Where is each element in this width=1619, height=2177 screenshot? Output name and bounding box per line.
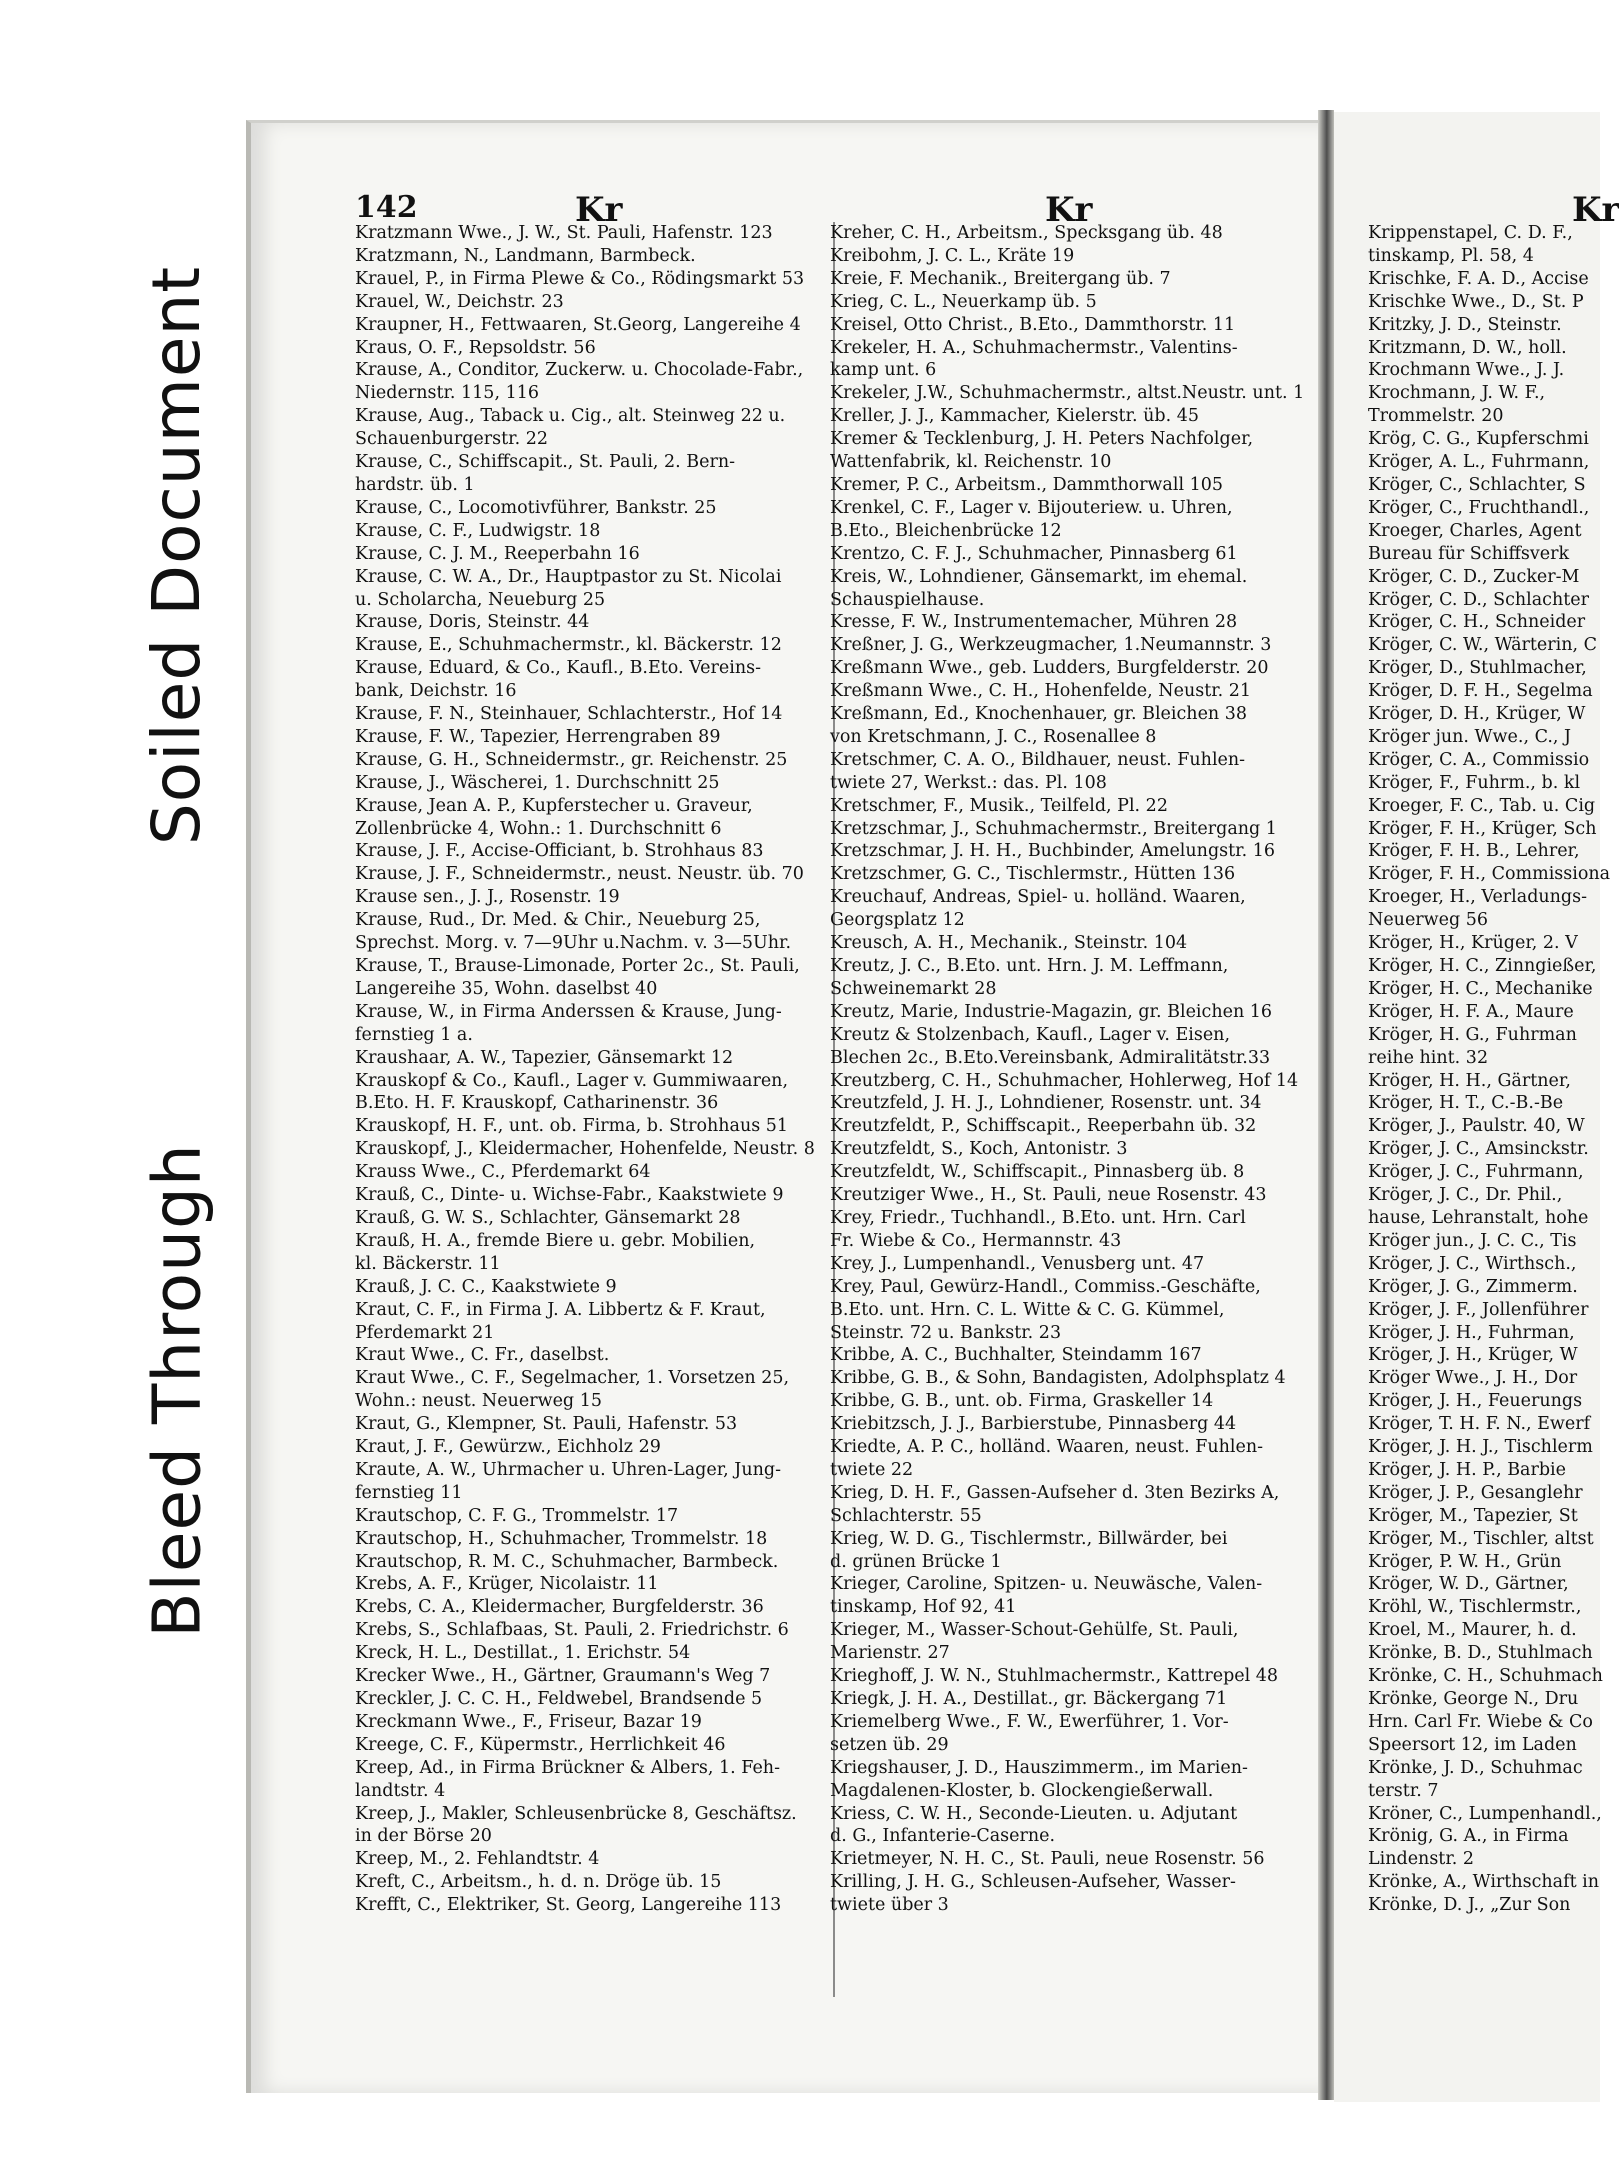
directory-entry-line: Krauskopf & Co., Kaufl., Lager v. Gummiwaaren,	[355, 1070, 789, 1091]
directory-entry-line: Krauß, J. C. C., Kaakstwiete 9	[355, 1276, 617, 1297]
directory-entry-line: Sprechst. Morg. v. 7—9Uhr u.Nachm. v. 3—5Uhr.	[355, 933, 792, 954]
directory-entry-line: Krey, Friedr., Tuchhandl., B.Eto. unt. Hrn. Carl	[830, 1207, 1246, 1228]
directory-entry-line: Kröger, H. C., Mechanike	[1368, 978, 1593, 999]
directory-entry-line: Kretzschmer, G. C., Tischlermstr., Hütten 136	[830, 864, 1236, 885]
directory-entry-line: Kröger, J. C., Fuhrmann,	[1368, 1162, 1584, 1183]
directory-entry-line: Kreege, C. F., Küpermstr., Herrlichkeit 46	[355, 1734, 726, 1755]
bleed-through-label	[122, 1095, 232, 1685]
directory-entry-line: Niedernstr. 115, 116	[355, 383, 539, 404]
directory-entry-line: Krenkel, C. F., Lager v. Bijouteriew. u. Uhren,	[830, 497, 1233, 518]
directory-entry-line: Kreckler, J. C. C. H., Feldwebel, Brandsende 5	[355, 1689, 763, 1709]
directory-entry-line: Kröger, H. F. A., Maure	[1368, 1001, 1574, 1022]
directory-entry-line: Kreutzfeldt, P., Schiffscapit., Reeperbahn üb. 32	[830, 1116, 1257, 1137]
directory-entry-line: Kreutz, Marie, Industrie-Magazin, gr. Bleichen 16	[830, 1001, 1273, 1022]
directory-entry-line: Krautschop, R. M. C., Schuhmacher, Barmbeck.	[355, 1551, 779, 1572]
directory-entry-line: Krischke, F. A. D., Accise	[1368, 268, 1589, 289]
directory-entry-line: fernstieg 1 a.	[355, 1024, 473, 1045]
directory-entry-line: Kröger, F. H., Commissiona	[1368, 864, 1611, 885]
directory-entry-line: Kretschmer, F., Musik., Teilfeld, Pl. 22	[830, 795, 1168, 816]
directory-entry-line: Trommelstr. 20	[1368, 406, 1504, 427]
directory-entry-line: Krilling, J. H. G., Schleusen-Aufseher, Wasser-	[830, 1872, 1236, 1893]
directory-entry-line: Krauel, P., in Firma Plewe & Co., Rödingsmarkt 53	[355, 268, 805, 289]
directory-entry-line: twiete über 3	[830, 1895, 949, 1916]
directory-entry-line: tinskamp, Hof 92, 41	[830, 1597, 1017, 1618]
directory-entry-line: Kreie, F. Mechanik., Breitergang üb. 7	[830, 268, 1171, 289]
directory-entry-line: Krauß, H. A., fremde Biere u. gebr. Mobilien,	[355, 1230, 756, 1251]
directory-entry-line: tinskamp, Pl. 58, 4	[1368, 245, 1534, 266]
soiled-document-text: Soiled Document	[138, 265, 216, 845]
directory-entry-line: Krause, E., Schuhmachermstr., kl. Bäckerstr. 12	[355, 635, 782, 656]
directory-entry-line: Kraut, J. F., Gewürzw., Eichholz 29	[355, 1437, 661, 1458]
directory-entry-line: Kreutzberg, C. H., Schuhmacher, Hohlerweg, Hof 14	[830, 1070, 1299, 1091]
directory-entry-line: Kröger, H. T., C.-B.-Be	[1368, 1093, 1564, 1114]
directory-entry-line: Krause, G. H., Schneidermstr., gr. Reichenstr. 25	[355, 749, 788, 770]
directory-entry-line: Marienstr. 27	[830, 1643, 950, 1664]
directory-entry-line: Schauenburgerstr. 22	[355, 429, 549, 450]
running-head-center: Kr	[1045, 190, 1093, 230]
directory-entry-line: Kröger, D., Stuhlmacher,	[1368, 658, 1587, 679]
directory-entry-line: Kroel, M., Maurer, h. d.	[1368, 1620, 1577, 1641]
directory-entry-line: Kreutziger Wwe., H., St. Pauli, neue Rosenstr. 43	[830, 1185, 1267, 1206]
directory-entry-line: Kriegk, J. H. A., Destillat., gr. Bäckergang 71	[830, 1689, 1228, 1709]
directory-entry-line: Kröger, J. C., Amsinckstr.	[1368, 1139, 1589, 1160]
directory-entry-line: Krippenstapel, C. D. F.,	[1368, 223, 1573, 243]
directory-entry-line: Krautschop, H., Schuhmacher, Trommelstr. 18	[355, 1528, 768, 1549]
directory-column-middle	[830, 222, 1312, 1917]
directory-entry-line: Pferdemarkt 21	[355, 1322, 495, 1343]
directory-entry-line: Kröger Wwe., J. H., Dor	[1368, 1368, 1578, 1389]
directory-entry-line: Kröger, M., Tapezier, St	[1368, 1505, 1578, 1526]
directory-column-facing	[1368, 222, 1611, 1917]
directory-entry-line: Kretzschmar, J., Schuhmachermstr., Breitergang 1	[830, 818, 1277, 839]
directory-entry-line: Kröger, J. C., Dr. Phil.,	[1368, 1185, 1563, 1206]
directory-entry-line: twiete 27, Werkst.: das. Pl. 108	[830, 772, 1107, 793]
directory-entry-line: Kremer, P. C., Arbeitsm., Dammthorwall 105	[830, 474, 1224, 495]
directory-entry-line: Kreßmann Wwe., geb. Ludders, Burgfelderstr. 20	[830, 658, 1269, 679]
directory-entry-line: Kreutz, J. C., B.Eto. unt. Hrn. J. M. Leffmann,	[830, 956, 1229, 976]
directory-entry-line: Steinstr. 72 u. Bankstr. 23	[830, 1322, 1062, 1343]
directory-entry-line: Krönke, C. H., Schuhmach	[1368, 1666, 1603, 1687]
directory-entry-line: Kröger, F. H., Krüger, Sch	[1368, 818, 1597, 839]
directory-entry-line: hause, Lehranstalt, hohe	[1368, 1207, 1589, 1228]
directory-entry-line: Kröger, C., Fruchthandl.,	[1368, 497, 1590, 518]
directory-entry-line: Kraut, G., Klempner, St. Pauli, Hafenstr. 53	[355, 1414, 738, 1435]
directory-entry-line: Kröner, C., Lumpenhandl.,	[1368, 1803, 1602, 1824]
directory-entry-line: Speersort 12, im Laden	[1368, 1734, 1577, 1755]
directory-entry-line: Kröger jun. Wwe., C., J	[1368, 726, 1572, 747]
directory-entry-line: Krischke Wwe., D., St. P	[1368, 291, 1584, 312]
directory-entry-line: Krönke, B. D., Stuhlmach	[1368, 1643, 1593, 1664]
directory-entry-line: von Kretschmann, J. C., Rosenallee 8	[830, 726, 1157, 747]
directory-entry-line: Krause, J. F., Schneidermstr., neust. Neustr. üb. 70	[355, 864, 804, 885]
running-head-facing: Kr	[1572, 190, 1619, 230]
directory-entry-line: Wattenfabrik, kl. Reichenstr. 10	[830, 452, 1112, 473]
directory-entry-line: Krentzo, C. F. J., Schuhmacher, Pinnasberg 61	[830, 543, 1238, 564]
directory-entry-line: Krause, C. J. M., Reeperbahn 16	[355, 543, 640, 564]
directory-entry-line: Krauskopf, H. F., unt. ob. Firma, b. Strohhaus 51	[355, 1116, 789, 1137]
directory-entry-line: Kröger, J. C., Wirthsch.,	[1368, 1253, 1577, 1274]
directory-entry-line: Kreutzfeldt, S., Koch, Antonistr. 3	[830, 1139, 1128, 1160]
directory-entry-line: Kröhl, W., Tischlermstr.,	[1368, 1597, 1582, 1618]
running-head-left: Kr	[575, 190, 623, 230]
directory-entry-line: Krieg, W. D. G., Tischlermstr., Billwärder, bei	[830, 1528, 1228, 1549]
directory-entry-line: Kreuchauf, Andreas, Spiel- u. holländ. Waaren,	[830, 887, 1246, 908]
directory-entry-line: Kreutz & Stolzenbach, Kaufl., Lager v. Eisen,	[830, 1024, 1231, 1045]
directory-entry-line: Krekeler, J.W., Schuhmachermstr., altst.Neustr. unt. 1	[830, 383, 1305, 404]
directory-entry-line: Kröger, W. D., Gärtner,	[1368, 1574, 1569, 1595]
directory-entry-line: Kritzmann, D. W., holl.	[1368, 337, 1567, 358]
directory-entry-line: kl. Bäckerstr. 11	[355, 1253, 501, 1274]
directory-entry-line: Kraupner, H., Fettwaaren, St.Georg, Langereihe 4	[355, 314, 801, 335]
directory-entry-line: Kratzmann Wwe., J. W., St. Pauli, Hafenstr. 123	[355, 223, 773, 243]
directory-entry-line: Kraut Wwe., C. F., Segelmacher, 1. Vorsetzen 25,	[355, 1368, 790, 1389]
directory-entry-line: Bureau für Schiffsverk	[1368, 543, 1570, 564]
directory-entry-line: Kröger, J. H. J., Tischlerm	[1368, 1437, 1593, 1458]
soiled-document-label	[122, 255, 232, 855]
directory-entry-line: Langereihe 35, Wohn. daselbst 40	[355, 978, 658, 999]
directory-entry-line: setzen üb. 29	[830, 1734, 949, 1755]
directory-entry-line: Krieger, Caroline, Spitzen- u. Neuwäsche, Valen-	[830, 1574, 1263, 1595]
directory-entry-line: fernstieg 11	[355, 1482, 463, 1503]
directory-entry-line: Krause, A., Conditor, Zuckerw. u. Chocolade-Fabr.,	[355, 360, 804, 381]
directory-entry-line: Kröger, H. C., Zinngießer,	[1368, 956, 1597, 976]
directory-entry-line: u. Scholarcha, Neueburg 25	[355, 589, 606, 610]
directory-entry-line: Krauß, G. W. S., Schlachter, Gänsemarkt 28	[355, 1207, 741, 1228]
directory-entry-line: Kröger, J. H., Feuerungs	[1368, 1391, 1583, 1412]
directory-entry-line: Krause, C., Locomotivführer, Bankstr. 25	[355, 497, 717, 518]
directory-entry-line: hardstr. üb. 1	[355, 474, 475, 495]
directory-entry-line: Krieger, M., Wasser-Schout-Gehülfe, St. Pauli,	[830, 1620, 1239, 1641]
directory-entry-line: Krauß, C., Dinte- u. Wichse-Fabr., Kaakstwiete 9	[355, 1185, 784, 1206]
directory-entry-line: Krefft, C., Elektriker, St. Georg, Langereihe 113	[355, 1895, 782, 1916]
directory-entry-line: Kreis, W., Lohndiener, Gänsemarkt, im ehemal.	[830, 566, 1248, 587]
directory-entry-line: Kretzschmar, J. H. H., Buchbinder, Amelungstr. 16	[830, 841, 1275, 862]
directory-entry-line: Krög, C. G., Kupferschmi	[1368, 429, 1589, 450]
directory-entry-line: Kraushaar, A. W., Tapezier, Gänsemarkt 12	[355, 1047, 734, 1068]
directory-entry-line: Krochmann, J. W. F.,	[1368, 383, 1546, 404]
directory-entry-line: Krauskopf, J., Kleidermacher, Hohenfelde, Neustr. 8	[355, 1139, 815, 1160]
directory-entry-line: Kratzmann, N., Landmann, Barmbeck.	[355, 245, 696, 266]
directory-entry-line: Kröger, H., Krüger, 2. V	[1368, 933, 1578, 954]
directory-entry-line: Kröger, A. L., Fuhrmann,	[1368, 452, 1590, 473]
directory-entry-line: Kraus, O. F., Repsoldstr. 56	[355, 337, 596, 358]
directory-entry-line: Krause, F. W., Tapezier, Herrengraben 89	[355, 726, 721, 747]
directory-entry-line: reihe hint. 32	[1368, 1047, 1489, 1068]
directory-entry-line: Krönke, D. J., „Zur Son	[1368, 1895, 1571, 1916]
directory-entry-line: Kreibohm, J. C. L., Kräte 19	[830, 245, 1075, 266]
directory-entry-line: Wohn.: neust. Neuerweg 15	[355, 1391, 602, 1412]
directory-entry-line: Kroeger, F. C., Tab. u. Cig	[1368, 795, 1596, 816]
directory-entry-line: Kröger, H. H., Gärtner,	[1368, 1070, 1571, 1091]
directory-entry-line: Krause, Jean A. P., Kupferstecher u. Graveur,	[355, 795, 753, 816]
directory-entry-line: Kremer & Tecklenburg, J. H. Peters Nachfolger,	[830, 429, 1254, 450]
directory-entry-line: Kröger, D. H., Krüger, W	[1368, 704, 1586, 725]
directory-entry-line: Kröger, F., Fuhrm., b. kl	[1368, 772, 1581, 793]
directory-entry-line: Kröger, C. D., Schlachter	[1368, 589, 1590, 610]
directory-entry-line: Krönke, George N., Dru	[1368, 1689, 1579, 1709]
directory-entry-line: Krause, Doris, Steinstr. 44	[355, 612, 590, 633]
directory-entry-line: Kreßmann, Ed., Knochenhauer, gr. Bleichen 38	[830, 704, 1248, 725]
directory-entry-line: Krause, T., Brause-Limonade, Porter 2c., St. Pauli,	[355, 956, 800, 976]
directory-entry-line: Kröger, C. H., Schneider	[1368, 612, 1586, 633]
directory-entry-line: Krause sen., J. J., Rosenstr. 19	[355, 887, 620, 908]
directory-entry-line: Krause, C., Schiffscapit., St. Pauli, 2. Bern-	[355, 452, 736, 473]
directory-entry-line: d. G., Infanterie-Caserne.	[830, 1826, 1056, 1847]
directory-entry-line: Kreßmann Wwe., C. H., Hohenfelde, Neustr. 21	[830, 681, 1252, 702]
directory-entry-line: Kröger, F. H. B., Lehrer,	[1368, 841, 1580, 862]
directory-entry-line: Krönig, G. A., in Firma	[1368, 1826, 1569, 1847]
directory-entry-line: Kritzky, J. D., Steinstr.	[1368, 314, 1562, 335]
directory-entry-line: Krauel, W., Deichstr. 23	[355, 291, 564, 312]
book-gutter	[1318, 110, 1334, 2100]
directory-entry-line: in der Börse 20	[355, 1826, 492, 1847]
directory-entry-line: Krause, F. N., Steinhauer, Schlachterstr., Hof 14	[355, 704, 783, 725]
directory-entry-line: Blechen 2c., B.Eto.Vereinsbank, Admiralitätstr.33	[830, 1047, 1271, 1068]
directory-entry-line: Krause, W., in Firma Anderssen & Krause, Jung-	[355, 1001, 782, 1022]
directory-entry-line: Kröger, J. H., Fuhrman,	[1368, 1322, 1575, 1343]
directory-entry-line: Krauss Wwe., C., Pferdemarkt 64	[355, 1162, 651, 1183]
directory-entry-line: Krey, J., Lumpenhandl., Venusberg unt. 47	[830, 1253, 1205, 1274]
directory-entry-line: Kribbe, G. B., & Sohn, Bandagisten, Adolphsplatz 4	[830, 1368, 1286, 1389]
directory-entry-line: Kriess, C. W. H., Seconde-Lieuten. u. Adjutant	[830, 1803, 1238, 1824]
directory-entry-line: Magdalenen-Kloster, b. Glockengießerwall.	[830, 1780, 1214, 1801]
directory-entry-line: Hrn. Carl Fr. Wiebe & Co	[1368, 1711, 1593, 1732]
directory-entry-line: Krebs, A. F., Krüger, Nicolaistr. 11	[355, 1574, 659, 1595]
directory-entry-line: Krause, Eduard, & Co., Kaufl., B.Eto. Vereins-	[355, 658, 762, 679]
directory-entry-line: Krey, Paul, Gewürz-Handl., Commiss.-Geschäfte,	[830, 1276, 1261, 1297]
directory-entry-line: Kriegshauser, J. D., Hauszimmerm., im Marien-	[830, 1757, 1248, 1778]
directory-entry-line: Kroeger, H., Verladungs-	[1368, 887, 1588, 908]
directory-entry-line: Krekeler, H. A., Schuhmachermstr., Valentins-	[830, 337, 1238, 358]
page-number: 142	[355, 190, 418, 225]
directory-entry-line: Krause, Aug., Taback u. Cig., alt. Steinweg 22 u.	[355, 406, 786, 427]
directory-entry-line: Kröger, J. F., Jollenführer	[1368, 1299, 1589, 1320]
directory-entry-line: twiete 22	[830, 1459, 914, 1480]
directory-entry-line: Kreusch, A. H., Mechanik., Steinstr. 104	[830, 933, 1188, 954]
directory-entry-line: Kröger, J. H. P., Barbie	[1368, 1459, 1567, 1480]
directory-entry-line: Krieg, D. H. F., Gassen-Aufseher d. 3ten Bezirks A,	[830, 1482, 1280, 1503]
directory-entry-line: Kraut, C. F., in Firma J. A. Libbertz & F. Kraut,	[355, 1299, 766, 1320]
directory-entry-line: Kröger, D. F. H., Segelma	[1368, 681, 1593, 702]
directory-entry-line: Kröger jun., J. C. C., Tis	[1368, 1230, 1577, 1251]
directory-entry-line: Kröger, C. A., Commissio	[1368, 749, 1590, 770]
directory-entry-line: Kreisel, Otto Christ., B.Eto., Dammthorstr. 11	[830, 314, 1236, 335]
directory-entry-line: Kreep, M., 2. Fehlandtstr. 4	[355, 1849, 600, 1870]
directory-entry-line: Kröger, M., Tischler, altst	[1368, 1528, 1594, 1549]
directory-entry-line: B.Eto., Bleichenbrücke 12	[830, 520, 1062, 541]
bleed-through-text: Bleed Through	[138, 1142, 216, 1638]
directory-entry-line: Kröger, T. H. F. N., Ewerf	[1368, 1414, 1591, 1435]
directory-entry-line: Kreller, J. J., Kammacher, Kielerstr. üb. 45	[830, 406, 1199, 427]
directory-entry-line: Kröger, H. G., Fuhrman	[1368, 1024, 1577, 1045]
directory-entry-line: Krause, Rud., Dr. Med. & Chir., Neueburg 25,	[355, 910, 761, 931]
directory-entry-line: Kröger, P. W. H., Grün	[1368, 1551, 1562, 1572]
directory-entry-line: Krebs, S., Schlafbaas, St. Pauli, 2. Friedrichstr. 6	[355, 1620, 789, 1641]
directory-entry-line: Kreck, H. L., Destillat., 1. Erichstr. 54	[355, 1643, 691, 1664]
directory-entry-line: Schweinemarkt 28	[830, 978, 997, 999]
directory-entry-line: Kröger, J. H., Krüger, W	[1368, 1345, 1578, 1366]
directory-entry-line: Kröger, C. D., Zucker-M	[1368, 566, 1580, 587]
directory-entry-line: Krönke, J. D., Schuhmac	[1368, 1757, 1583, 1778]
directory-entry-line: Kresse, F. W., Instrumentemacher, Mühren 28	[830, 612, 1238, 633]
directory-entry-line: Kröger, C. W., Wärterin, C	[1368, 635, 1598, 656]
directory-entry-line: Kraut Wwe., C. Fr., daselbst.	[355, 1345, 610, 1366]
directory-entry-line: Kribbe, G. B., unt. ob. Firma, Graskeller 14	[830, 1391, 1214, 1412]
directory-entry-line: Krause, J. F., Accise-Officiant, b. Strohhaus 83	[355, 841, 764, 862]
directory-entry-line: Kroeger, Charles, Agent	[1368, 520, 1582, 541]
directory-entry-line: Krause, C. F., Ludwigstr. 18	[355, 520, 601, 541]
directory-entry-line: Kreutzfeld, J. H. J., Lohndiener, Rosenstr. unt. 34	[830, 1093, 1262, 1114]
directory-entry-line: Kreep, Ad., in Firma Brückner & Albers, 1. Feh-	[355, 1757, 780, 1778]
directory-entry-line: Schlachterstr. 55	[830, 1505, 982, 1526]
directory-entry-line: Kreher, C. H., Arbeitsm., Specksgang üb. 48	[830, 223, 1223, 243]
directory-entry-line: Kreft, C., Arbeitsm., h. d. n. Dröge üb. 15	[355, 1872, 722, 1893]
directory-entry-line: Schauspielhause.	[830, 589, 985, 610]
directory-entry-line: Krietmeyer, N. H. C., St. Pauli, neue Rosenstr. 56	[830, 1849, 1265, 1870]
directory-entry-line: Kröger, J. G., Zimmerm.	[1368, 1276, 1578, 1297]
directory-entry-line: kamp unt. 6	[830, 360, 937, 381]
directory-entry-line: Krieghoff, J. W. N., Stuhlmachermstr., Kattrepel 48	[830, 1666, 1279, 1687]
directory-entry-line: Krönke, A., Wirthschaft in	[1368, 1872, 1600, 1893]
directory-entry-line: Kröger, C., Schlachter, S	[1368, 474, 1586, 495]
directory-entry-line: bank, Deichstr. 16	[355, 681, 517, 702]
directory-entry-line: Krebs, C. A., Kleidermacher, Burgfelderstr. 36	[355, 1597, 764, 1618]
directory-entry-line: Kreßner, J. G., Werkzeugmacher, 1.Neumannstr. 3	[830, 635, 1272, 656]
directory-entry-line: Krieg, C. L., Neuerkamp üb. 5	[830, 291, 1097, 312]
directory-entry-line: Kriemelberg Wwe., F. W., Ewerführer, 1. Vor-	[830, 1711, 1229, 1732]
directory-entry-line: Kreckmann Wwe., F., Friseur, Bazar 19	[355, 1711, 702, 1732]
directory-entry-line: Fr. Wiebe & Co., Hermannstr. 43	[830, 1230, 1122, 1251]
directory-entry-line: Georgsplatz 12	[830, 910, 965, 931]
directory-entry-line: landtstr. 4	[355, 1780, 446, 1801]
directory-entry-line: Kretschmer, C. A. O., Bildhauer, neust. Fuhlen-	[830, 749, 1246, 770]
directory-entry-line: Neuerweg 56	[1368, 910, 1489, 931]
directory-entry-line: Krautschop, C. F. G., Trommelstr. 17	[355, 1505, 679, 1526]
directory-entry-line: Kreep, J., Makler, Schleusenbrücke 8, Geschäftsz.	[355, 1803, 797, 1824]
directory-entry-line: Kröger, J., Paulstr. 40, W	[1368, 1116, 1585, 1137]
directory-entry-line: Krause, C. W. A., Dr., Hauptpastor zu St. Nicolai	[355, 566, 782, 587]
directory-column-left	[355, 222, 837, 1917]
directory-entry-line: Krochmann Wwe., J. J.	[1368, 360, 1565, 381]
directory-entry-line: Kreutzfeldt, W., Schiffscapit., Pinnasberg üb. 8	[830, 1162, 1245, 1183]
directory-entry-line: Kröger, J. P., Gesanglehr	[1368, 1482, 1583, 1503]
directory-entry-line: Krause, J., Wäscherei, 1. Durchschnitt 25	[355, 772, 720, 793]
directory-entry-line: Kribbe, A. C., Buchhalter, Steindamm 167	[830, 1345, 1202, 1366]
directory-entry-line: Kriedte, A. P. C., holländ. Waaren, neust. Fuhlen-	[830, 1437, 1264, 1458]
directory-entry-line: Kraute, A. W., Uhrmacher u. Uhren-Lager, Jung-	[355, 1459, 781, 1480]
directory-entry-line: terstr. 7	[1368, 1780, 1439, 1801]
directory-entry-line: Kriebitzsch, J. J., Barbierstube, Pinnasberg 44	[830, 1414, 1237, 1435]
directory-entry-line: Lindenstr. 2	[1368, 1849, 1475, 1870]
directory-entry-line: B.Eto. H. F. Krauskopf, Catharinenstr. 36	[355, 1093, 719, 1114]
directory-entry-line: Krecker Wwe., H., Gärtner, Graumann's Weg 7	[355, 1666, 771, 1687]
directory-entry-line: d. grünen Brücke 1	[830, 1551, 1002, 1572]
directory-entry-line: B.Eto. unt. Hrn. C. L. Witte & C. G. Kümmel,	[830, 1299, 1225, 1320]
directory-entry-line: Zollenbrücke 4, Wohn.: 1. Durchschnitt 6	[355, 818, 722, 839]
